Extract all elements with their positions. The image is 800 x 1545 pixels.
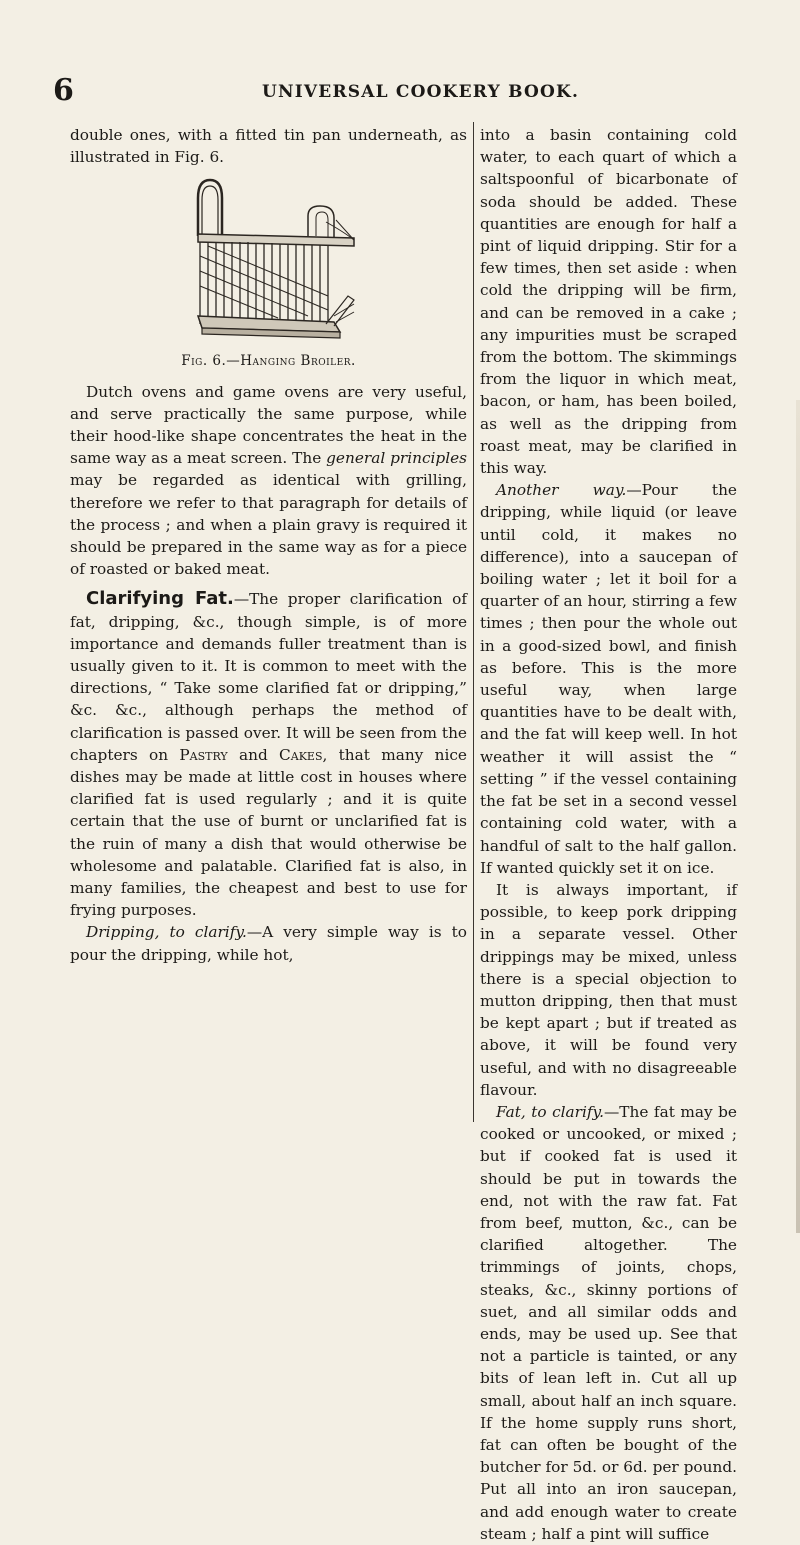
- paragraph-dripping: [70, 921, 467, 965]
- left-column: [70, 124, 467, 966]
- text-span: and: [227, 745, 280, 764]
- subheading-another-way: Another way.: [496, 481, 627, 500]
- text-span: —Pour the dripping, while liquid (or leave until cold, it makes no difference), into a saucepan of boiling water ; let it boil for a quarter of an hour, stirring a few times ; then pour the whole out in a good-sized bowl, and finish as before. This is the more useful way, when large quantities have to be dealt with, and the fat will keep well. In hot weather it will assist the “ setting ” if the vessel containing the fat be set in a second vessel containing cold water, with a handful of salt to the half gallon. If wanted quickly set it on ice.: [480, 481, 737, 877]
- text-span: —A very simple way is to pour the dripping, while hot,: [70, 923, 467, 964]
- paragraph-fig-intro: double ones, with a fitted tin pan underneath, as illustrated in Fig. 6.: [70, 126, 467, 167]
- paragraph-pork-dripping: It is always important, if possible, to keep pork dripping in a separate vessel. Other drippings may be mixed, unless there is a special objection to mutton dripping, then that must be kept apart ; but if treated as above, it will be found very useful, and with no disagreeable flavour.: [480, 880, 737, 1099]
- page-edge-shadow: [796, 400, 800, 1233]
- section-heading-clarifying-fat: Clarifying Fat.: [86, 588, 234, 610]
- hanging-broiler-figure: [70, 176, 467, 344]
- text-span: —The proper clarification of fat, dripping, &c., though simple, is of more importance and demands fuller treatment than is usually given to it. It is common to meet with the directions, “ Take some clarified fat or dripping,” &c. &c., although perhaps the method of clarification is passed over. It will be seen from the chapters on: [70, 590, 468, 764]
- page-number: 6: [53, 73, 74, 108]
- paragraph-basin: into a basin containing cold water, to each quart of which a saltspoonful of bicarbonate of soda should be added. These quantities are enough for half a pint of liquid dripping. Stir for a few times, then set aside : when cold the dripping will be firm, and can be removed in a cake ; any impurities must be scraped from the bottom. The skimmings from the liquor in which meat, bacon, or ham, has been boiled, as well as the dripping from roast meat, may be clarified in this way.: [480, 126, 737, 478]
- text-span: —The fat may be cooked or uncooked, or mixed ; but if cooked fat is used it should be put in towards the end, not with the raw fat. Fat from beef, mutton, &c., can be clarified altogether. The trimmings of joints, chops, steaks, &c., skinny portions of suet, and all similar odds and ends, may be used up. See that not a particle is tainted, or any bits of lean left in. Cut all up small, about half an inch square. If the home supply runs short, fat can often be bought of the butcher for 5d. or 6d. per pound. Put all into an iron saucepan, and add enough water to create steam ; half a pint will suffice: [480, 1102, 737, 1543]
- text-span: may be regarded as identical with grilling, therefore we refer to that paragraph for details of the process ; and when a plain gravy is required it should be prepared in the same way as for a piece of roasted or baked meat.: [70, 471, 467, 579]
- text-span: , that many nice dishes may be made at little cost in houses where clarified fat is used regularly ; and it is quite certain that the use of burnt or unclarified fat is the ruin of many a dish that would otherwise be wholesome and palatable. Clarified fat is also, in many families, the cheapest and best to use for frying purposes.: [70, 745, 467, 920]
- subheading-fat-to-clarify: Fat, to clarify.: [496, 1102, 604, 1121]
- hanging-broiler-illustration: [158, 176, 378, 344]
- subheading-dripping-to-clarify: Dripping, to clarify.: [86, 923, 247, 942]
- emphasis-general-principles: general principles: [326, 449, 467, 468]
- reference-cakes: Cakes: [279, 745, 323, 764]
- right-column: [480, 124, 737, 1545]
- paragraph-clarifying-fat: [70, 588, 467, 921]
- paragraph-dutch-ovens: [70, 381, 467, 581]
- running-head: UNIVERSAL COOKERY BOOK.: [262, 82, 580, 102]
- column-divider: [473, 122, 474, 1122]
- page-header: [0, 73, 800, 112]
- reference-pastry: Pastry: [179, 745, 228, 764]
- text-span: Dutch ovens and game ovens are very useful, and serve practically the same purpose, while their hood-like shape concentrates the heat in the same way as a meat screen. The: [70, 382, 467, 468]
- paragraph-another-way: [480, 479, 737, 879]
- figure-caption: Fig. 6.—Hanging Broiler.: [181, 353, 356, 370]
- paragraph-fat-to-clarify: [480, 1101, 737, 1545]
